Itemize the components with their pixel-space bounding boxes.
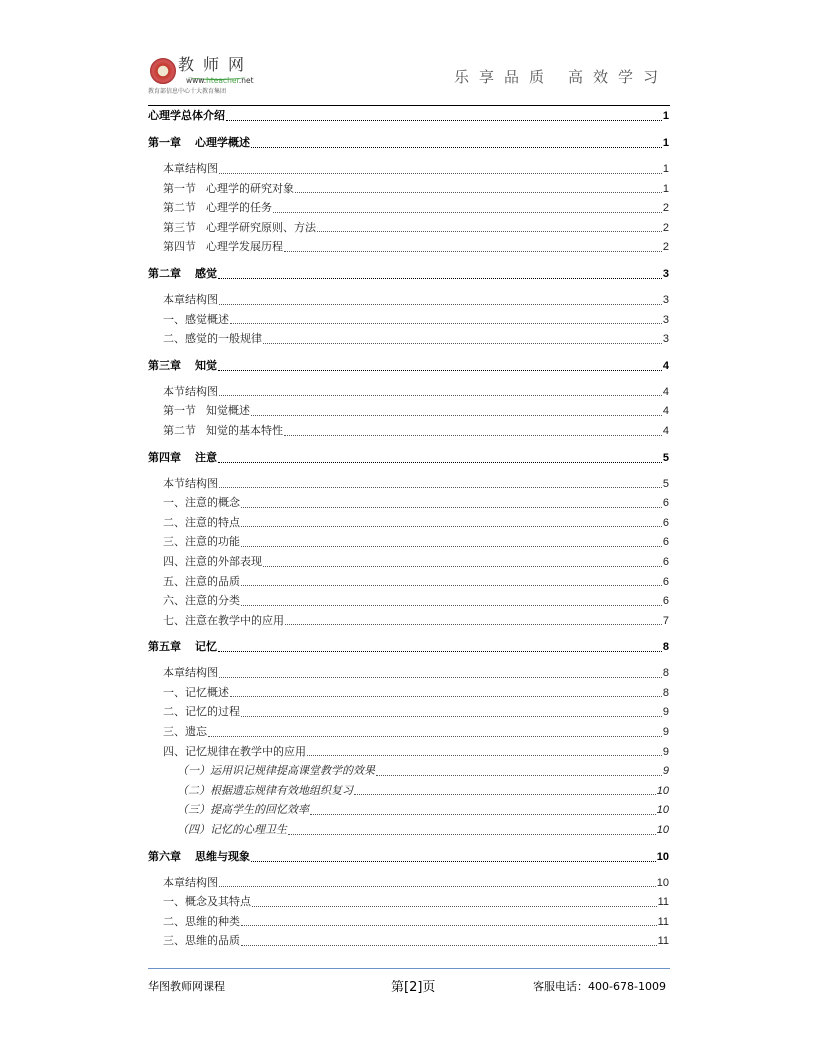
toc-entry-label bbox=[163, 382, 218, 402]
toc-section-entry[interactable] bbox=[148, 552, 669, 572]
toc-page-number: 9 bbox=[662, 745, 669, 758]
toc-entry-number: 第三节 bbox=[163, 220, 196, 234]
toc-entry-label bbox=[163, 572, 240, 592]
toc-section-entry[interactable] bbox=[148, 218, 669, 238]
toc-entry-title: 心理学发展历程 bbox=[206, 240, 283, 254]
toc-page-number: 6 bbox=[662, 516, 669, 529]
toc-entry-label bbox=[163, 591, 240, 611]
toc-entry-number: 二、思维的种类 bbox=[163, 914, 240, 928]
dot-leader bbox=[241, 944, 657, 946]
table-of-contents bbox=[148, 106, 669, 951]
toc-entry-label bbox=[163, 931, 240, 951]
toc-entry-label bbox=[163, 513, 240, 533]
dot-leader bbox=[241, 715, 662, 717]
toc-page-number: 11 bbox=[657, 896, 669, 909]
toc-page-number: 5 bbox=[662, 451, 669, 464]
toc-entry-title: 知觉概述 bbox=[206, 404, 250, 418]
toc-page-number: 7 bbox=[662, 614, 669, 627]
toc-page-number: 1 bbox=[662, 110, 669, 122]
toc-section-entry[interactable] bbox=[148, 611, 669, 631]
toc-section-entry[interactable] bbox=[148, 591, 669, 611]
dot-leader bbox=[218, 650, 662, 652]
toc-entry-label bbox=[177, 761, 375, 781]
toc-entry-number: 本节结构图 bbox=[163, 476, 218, 490]
toc-page-number: 1 bbox=[662, 182, 669, 195]
toc-section-entry[interactable] bbox=[148, 474, 669, 494]
toc-page-number: 4 bbox=[662, 424, 669, 437]
toc-page-number: 11 bbox=[657, 935, 669, 948]
toc-entry-number: 第六章 bbox=[148, 849, 181, 863]
toc-chapter-entry[interactable] bbox=[148, 847, 669, 867]
dot-leader bbox=[317, 230, 662, 232]
toc-page-number: 6 bbox=[662, 595, 669, 608]
dot-leader bbox=[241, 545, 662, 547]
toc-entry-label bbox=[163, 474, 218, 494]
dot-leader bbox=[273, 211, 662, 213]
toc-chapter-entry[interactable] bbox=[148, 264, 669, 284]
header-slogan bbox=[454, 66, 668, 87]
toc-page-number: 10 bbox=[656, 876, 669, 889]
toc-entry-label bbox=[163, 237, 283, 257]
toc-chapter-entry[interactable] bbox=[148, 356, 669, 376]
toc-entry-title: 感觉 bbox=[195, 266, 217, 280]
toc-entry-number: 四、注意的外部表现 bbox=[163, 554, 262, 568]
toc-page-number: 9 bbox=[662, 765, 669, 778]
toc-entry-number: （二）根据遗忘规律有效地组织复习 bbox=[177, 783, 353, 797]
page-header bbox=[148, 48, 670, 100]
toc-page-number: 8 bbox=[662, 641, 669, 654]
toc-page-number: 6 bbox=[662, 497, 669, 510]
toc-section-entry[interactable] bbox=[148, 513, 669, 533]
toc-entry-title: 心理学的任务 bbox=[206, 201, 272, 215]
toc-entry-number: 第四章 bbox=[148, 450, 181, 464]
toc-section-entry[interactable] bbox=[148, 310, 669, 330]
logo-url-highlight: hteacher bbox=[206, 76, 239, 85]
toc-entry-label bbox=[163, 218, 316, 238]
toc-entry-title: 知觉 bbox=[195, 358, 217, 372]
toc-page-number: 6 bbox=[662, 575, 669, 588]
dot-leader bbox=[376, 774, 662, 776]
toc-entry-number: 第二节 bbox=[163, 423, 196, 437]
logo-url bbox=[186, 76, 254, 85]
toc-entry-label bbox=[148, 264, 217, 284]
toc-page-number: 1 bbox=[662, 163, 669, 175]
logo-url-suffix: .net bbox=[238, 76, 254, 85]
toc-entry-number: 三、注意的功能 bbox=[163, 535, 240, 549]
toc-section-entry[interactable] bbox=[148, 892, 669, 912]
toc-chapter-entry[interactable] bbox=[148, 106, 669, 126]
toc-entry-label bbox=[163, 552, 262, 572]
toc-section-entry[interactable] bbox=[148, 663, 669, 683]
toc-entry-label bbox=[148, 637, 217, 657]
toc-entry-number: 第一节 bbox=[163, 404, 196, 418]
toc-entry-label bbox=[148, 847, 250, 867]
dot-leader bbox=[263, 342, 662, 344]
toc-entry-number: 一、概念及其特点 bbox=[163, 895, 251, 909]
toc-section-entry[interactable] bbox=[148, 401, 669, 421]
toc-entry-number: 四、记忆规律在教学中的应用 bbox=[163, 744, 306, 758]
slogan-left: 乐享品质 bbox=[453, 68, 554, 86]
toc-section-entry[interactable] bbox=[148, 931, 669, 951]
dot-leader bbox=[288, 833, 656, 835]
toc-page-number: 5 bbox=[662, 477, 669, 490]
dot-leader bbox=[218, 369, 662, 371]
toc-entry-label bbox=[148, 356, 217, 376]
toc-entry-label bbox=[163, 329, 262, 349]
toc-subsection-entry[interactable] bbox=[148, 800, 669, 820]
toc-page-number: 9 bbox=[662, 706, 669, 719]
toc-entry-label bbox=[148, 448, 217, 468]
toc-page-number: 6 bbox=[662, 555, 669, 568]
dot-leader bbox=[219, 676, 662, 678]
logo-title: 教师网 bbox=[178, 55, 254, 74]
slogan-right: 高效学习 bbox=[567, 68, 668, 86]
toc-entry-number: 第四节 bbox=[163, 240, 196, 254]
toc-section-entry[interactable] bbox=[148, 421, 669, 441]
footer-divider bbox=[148, 968, 670, 969]
toc-entry-title: 注意 bbox=[195, 450, 217, 464]
toc-entry-label bbox=[177, 800, 309, 820]
dot-leader bbox=[230, 695, 662, 697]
dot-leader bbox=[251, 146, 662, 148]
toc-page-number: 4 bbox=[662, 359, 669, 372]
toc-entry-label bbox=[163, 742, 306, 762]
toc-section-entry[interactable] bbox=[148, 179, 669, 199]
toc-entry-number: 二、记忆的过程 bbox=[163, 705, 240, 719]
dot-leader bbox=[219, 303, 662, 305]
toc-section-entry[interactable] bbox=[148, 532, 669, 552]
toc-entry-number: 本章结构图 bbox=[163, 666, 218, 680]
dot-leader bbox=[354, 793, 656, 795]
dot-leader bbox=[284, 434, 662, 436]
toc-entry-number: （三）提高学生的回忆效率 bbox=[177, 803, 309, 817]
toc-entry-number: （四）记忆的心理卫生 bbox=[177, 823, 287, 837]
toc-entry-number: 一、注意的概念 bbox=[163, 496, 240, 510]
toc-chapter-entry[interactable] bbox=[148, 133, 669, 153]
dot-leader bbox=[241, 924, 657, 926]
toc-entry-title: 思维与现象 bbox=[195, 849, 250, 863]
toc-section-entry[interactable] bbox=[148, 329, 669, 349]
dot-leader bbox=[307, 754, 662, 756]
toc-entry-number: 五、注意的品质 bbox=[163, 574, 240, 588]
toc-page-number: 3 bbox=[662, 333, 669, 346]
dot-leader bbox=[208, 735, 662, 737]
toc-section-entry[interactable] bbox=[148, 722, 669, 742]
toc-entry-number: （一）运用识记规律提高课堂教学的效果 bbox=[177, 764, 375, 778]
hteacher-logo[interactable] bbox=[148, 52, 258, 96]
toc-entry-label bbox=[163, 722, 207, 742]
toc-entry-number: 一、记忆概述 bbox=[163, 685, 229, 699]
toc-page-number: 3 bbox=[662, 293, 669, 306]
toc-entry-number: 第五章 bbox=[148, 640, 181, 654]
toc-entry-label bbox=[163, 892, 251, 912]
toc-section-entry[interactable] bbox=[148, 382, 669, 402]
toc-section-entry[interactable] bbox=[148, 159, 669, 179]
toc-page-number: 1 bbox=[662, 137, 669, 149]
dot-leader bbox=[219, 172, 662, 174]
dot-leader bbox=[219, 486, 662, 488]
dot-leader bbox=[218, 461, 662, 463]
toc-entry-number: 第一章 bbox=[148, 136, 181, 149]
toc-page-number: 8 bbox=[662, 667, 669, 680]
toc-entry-label bbox=[163, 493, 240, 513]
toc-section-entry[interactable] bbox=[148, 742, 669, 762]
toc-entry-title: 心理学研究原则、方法 bbox=[206, 220, 316, 234]
toc-entry-number: 第二章 bbox=[148, 266, 181, 280]
footer-hotline: 客服电话：400-678-1009 bbox=[533, 980, 666, 993]
toc-page-number: 2 bbox=[662, 221, 669, 234]
emblem-icon bbox=[150, 58, 176, 84]
logo-url-prefix: www. bbox=[186, 76, 207, 85]
toc-subsection-entry[interactable] bbox=[148, 820, 669, 840]
toc-page-number: 11 bbox=[657, 915, 669, 928]
toc-section-entry[interactable] bbox=[148, 493, 669, 513]
toc-entry-number: 第二节 bbox=[163, 201, 196, 215]
toc-page-number: 9 bbox=[662, 726, 669, 739]
toc-entry-label bbox=[163, 912, 240, 932]
toc-entry-label bbox=[163, 873, 218, 893]
toc-section-entry[interactable] bbox=[148, 683, 669, 703]
dot-leader bbox=[251, 414, 662, 416]
toc-page-number: 2 bbox=[662, 241, 669, 254]
toc-entry-title: 心理学概述 bbox=[195, 136, 250, 149]
toc-page-number: 6 bbox=[662, 536, 669, 549]
dot-leader bbox=[241, 525, 662, 527]
toc-chapter-entry[interactable] bbox=[148, 448, 669, 468]
toc-entry-number: 六、注意的分类 bbox=[163, 594, 240, 608]
dot-leader bbox=[295, 191, 662, 193]
toc-page-number: 3 bbox=[662, 267, 669, 280]
dot-leader bbox=[251, 860, 656, 862]
toc-entry-label bbox=[177, 820, 287, 840]
dot-leader bbox=[226, 119, 662, 121]
toc-entry-label bbox=[163, 198, 272, 218]
toc-page-number: 10 bbox=[656, 850, 669, 863]
toc-entry-label bbox=[148, 133, 250, 153]
toc-section-entry[interactable] bbox=[148, 572, 669, 592]
toc-entry-label bbox=[163, 179, 294, 199]
dot-leader bbox=[230, 322, 662, 324]
toc-entry-label bbox=[163, 310, 229, 330]
logo-tagline: 教育部信息中心十大教育集团 bbox=[148, 88, 227, 95]
toc-entry-title: 心理学的研究对象 bbox=[206, 181, 294, 195]
toc-entry-number: 三、遗忘 bbox=[163, 725, 207, 739]
toc-entry-label bbox=[163, 663, 218, 683]
toc-entry-number: 第一节 bbox=[163, 181, 196, 195]
toc-entry-number: 七、注意在教学中的应用 bbox=[163, 613, 284, 627]
toc-entry-label bbox=[163, 159, 218, 179]
toc-entry-label bbox=[163, 702, 240, 722]
toc-entry-label bbox=[177, 781, 353, 801]
toc-entry-number: 本章结构图 bbox=[163, 162, 218, 175]
toc-section-entry[interactable] bbox=[148, 237, 669, 257]
toc-entry-label bbox=[163, 611, 284, 631]
dot-leader bbox=[284, 250, 662, 252]
toc-section-entry[interactable] bbox=[148, 912, 669, 932]
dot-leader bbox=[252, 905, 657, 907]
dot-leader bbox=[218, 277, 662, 279]
toc-entry-number: 心理学总体介绍 bbox=[148, 109, 225, 122]
toc-entry-title: 记忆 bbox=[195, 640, 217, 654]
toc-page-number: 10 bbox=[656, 824, 669, 837]
footer-course-name: 华图教师网课程 bbox=[148, 980, 225, 993]
dot-leader bbox=[263, 565, 662, 567]
toc-page-number: 10 bbox=[656, 784, 669, 797]
dot-leader bbox=[219, 394, 662, 396]
toc-page-number: 2 bbox=[662, 202, 669, 215]
toc-entry-number: 三、思维的品质 bbox=[163, 934, 240, 948]
toc-entry-number: 本节结构图 bbox=[163, 384, 218, 398]
toc-page-number: 10 bbox=[656, 804, 669, 817]
toc-subsection-entry[interactable] bbox=[148, 781, 669, 801]
toc-entry-label bbox=[163, 401, 250, 421]
toc-entry-number: 一、感觉概述 bbox=[163, 312, 229, 326]
dot-leader bbox=[241, 506, 662, 508]
toc-page-number: 4 bbox=[662, 405, 669, 418]
toc-chapter-entry[interactable] bbox=[148, 637, 669, 657]
page-footer bbox=[148, 976, 666, 994]
dot-leader bbox=[219, 885, 656, 887]
toc-entry-label bbox=[148, 106, 225, 126]
toc-section-entry[interactable] bbox=[148, 290, 669, 310]
toc-page-number: 3 bbox=[662, 313, 669, 326]
dot-leader bbox=[241, 584, 662, 586]
toc-entry-number: 第三章 bbox=[148, 358, 181, 372]
toc-entry-number: 本章结构图 bbox=[163, 292, 218, 306]
toc-section-entry[interactable] bbox=[148, 198, 669, 218]
toc-section-entry[interactable] bbox=[148, 873, 669, 893]
page-number: 第[2]页 bbox=[391, 980, 436, 995]
toc-entry-number: 本章结构图 bbox=[163, 875, 218, 889]
toc-entry-label bbox=[163, 532, 240, 552]
dot-leader bbox=[310, 813, 656, 815]
toc-entry-number: 二、感觉的一般规律 bbox=[163, 332, 262, 346]
toc-entry-label bbox=[163, 683, 229, 703]
dot-leader bbox=[285, 623, 662, 625]
toc-subsection-entry[interactable] bbox=[148, 761, 669, 781]
toc-entry-title: 知觉的基本特性 bbox=[206, 423, 283, 437]
toc-entry-label bbox=[163, 290, 218, 310]
toc-page-number: 8 bbox=[662, 686, 669, 699]
dot-leader bbox=[241, 604, 662, 606]
toc-section-entry[interactable] bbox=[148, 702, 669, 722]
toc-entry-number: 二、注意的特点 bbox=[163, 515, 240, 529]
toc-page-number: 4 bbox=[662, 385, 669, 398]
toc-entry-label bbox=[163, 421, 283, 441]
